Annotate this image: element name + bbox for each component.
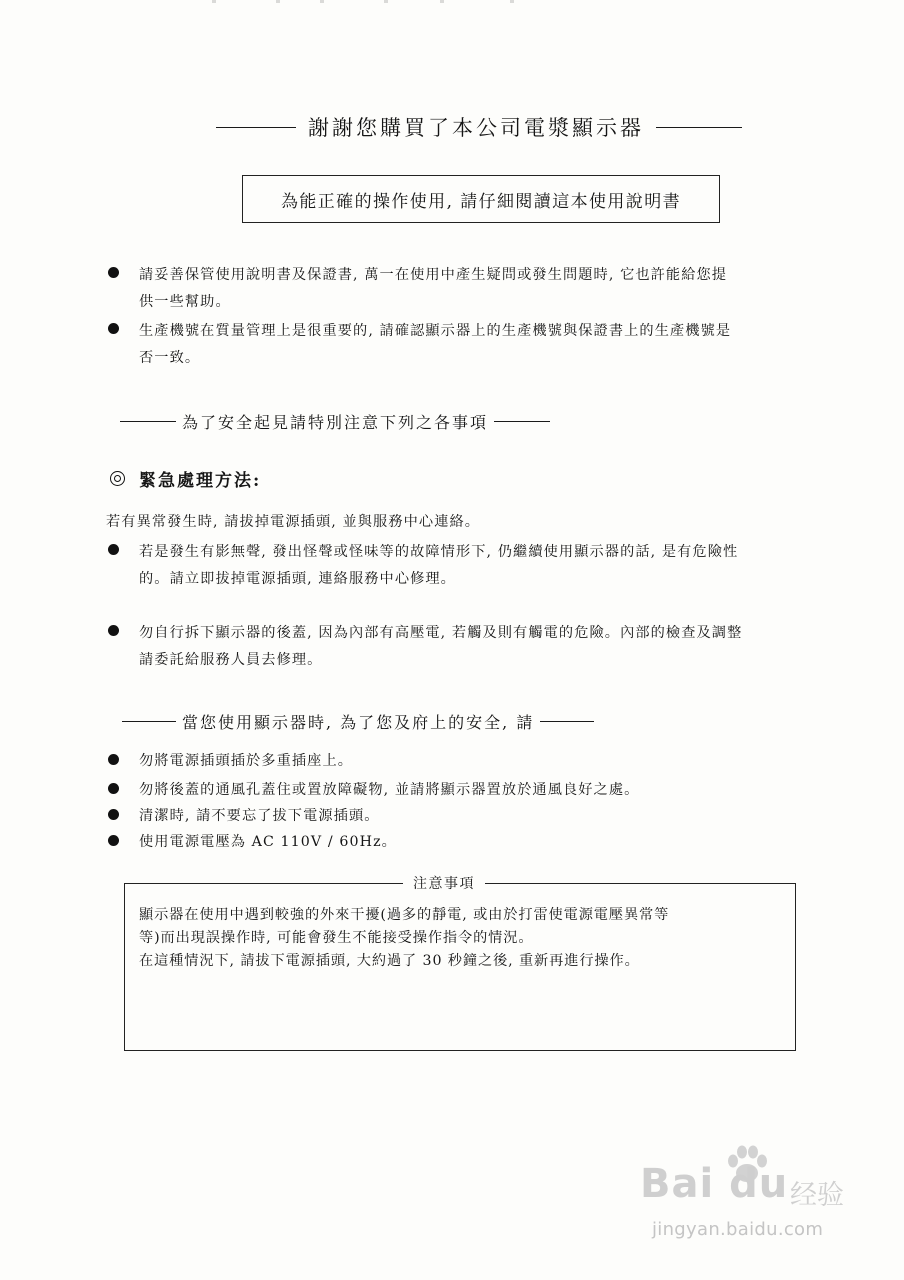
intro-bullet-1-line2: 供一些幫助。 (139, 294, 231, 310)
intro-bullet-text (139, 318, 731, 372)
notes-title: 注意事項 (403, 873, 485, 893)
notes-line2: 等)而出現誤操作時, 可能會發生不能接受操作指令的情況。 (139, 930, 534, 946)
emergency-bullet-text (139, 620, 742, 674)
watermark-url: jingyan.baidu.com (652, 1219, 824, 1240)
emergency-bullet-1-line2: 的。請立即拔掉電源插頭, 連絡服務中心修理。 (139, 571, 456, 587)
usage-bullet-text: 使用電源電壓為 AC 110V / 60Hz。 (139, 834, 397, 850)
usage-rule-right (540, 721, 594, 722)
bullet-dot (108, 783, 119, 794)
scan-artifact (440, 0, 444, 3)
emergency-bullet-1-line1: 若是發生有影無聲, 發出怪聲或怪味等的故障情形下, 仍繼續使用顯示器的話, 是有危險性 (139, 544, 739, 560)
intro-bullet-1-line1: 請妥善保管使用說明書及保證書, 萬一在使用中產生疑問或發生問題時, 它也許能給您提 (139, 267, 728, 283)
emergency-bullet-2-line1: 勿自行拆下顯示器的後蓋, 因為內部有高壓電, 若觸及則有觸電的危險。內部的檢查及調整 (139, 625, 743, 641)
bullet-dot (108, 544, 119, 555)
bullet-dot (108, 323, 119, 334)
usage-bullet-text: 勿將後蓋的通風孔蓋住或置放障礙物, 並請將顯示器置放於通風良好之處。 (139, 782, 640, 798)
watermark-brand: Bai du (640, 1161, 789, 1207)
intro-bullet-1 (108, 262, 727, 316)
scan-artifact (276, 0, 280, 3)
emergency-bullet-text (139, 539, 738, 593)
bullet-dot (108, 754, 119, 765)
title-text: 謝謝您購買了本公司電漿顯示器 (308, 116, 644, 140)
notes-text (139, 904, 779, 973)
title-rule-right (656, 127, 742, 128)
emergency-lead: 若有異常發生時, 請拔掉電源插頭, 並與服務中心連絡。 (106, 514, 481, 530)
notes-line3: 在這種情況下, 請拔下電源插頭, 大約過了 30 秒鐘之後, 重新再進行操作。 (139, 953, 640, 969)
scan-artifact (320, 0, 324, 3)
usage-bullet-4 (108, 832, 397, 852)
bullet-dot (108, 267, 119, 278)
safety-heading-text: 為了安全起見請特別注意下列之各事項 (182, 413, 489, 432)
usage-heading (122, 710, 594, 733)
usage-bullet-1 (108, 751, 353, 771)
bullet-dot (108, 625, 119, 636)
notes-box (124, 876, 796, 1051)
intro-bullet-2 (108, 318, 731, 372)
baidu-watermark (640, 1143, 880, 1253)
bullet-dot (108, 835, 119, 846)
double-circle-icon (110, 471, 125, 486)
scan-artifact (510, 0, 514, 3)
emergency-bullet-2-line2: 請委託給服務人員去修理。 (139, 652, 323, 668)
intro-bullet-2-line1: 生產機號在質量管理上是很重要的, 請確認顯示器上的生產機號與保證書上的生產機號是 (139, 323, 732, 339)
bullet-dot (108, 809, 119, 820)
scan-artifact (384, 0, 388, 3)
usage-bullet-2 (108, 780, 639, 800)
safety-rule-left (120, 421, 176, 422)
usage-bullet-3 (108, 806, 380, 826)
usage-bullet-text: 清潔時, 請不要忘了拔下電源插頭。 (139, 808, 380, 824)
usage-heading-text: 當您使用顯示器時, 為了您及府上的安全, 請 (182, 713, 535, 732)
safety-heading (120, 410, 550, 433)
usage-bullet-text: 勿將電源插頭插於多重插座上。 (139, 753, 354, 769)
watermark-suffix: 经验 (790, 1180, 844, 1211)
emergency-label-text: 緊急處理方法: (139, 471, 262, 491)
read-manual-notice: 為能正確的操作使用, 請仔細閱讀這本使用說明書 (242, 175, 720, 223)
page-title (216, 112, 742, 142)
title-rule-left (216, 127, 296, 128)
safety-rule-right (494, 421, 550, 422)
emergency-bullet-1 (108, 539, 738, 593)
emergency-label (110, 466, 261, 491)
notes-line1: 顯示器在使用中遇到較強的外來干擾(過多的靜電, 或由於打雷使電源電壓異常等 (139, 907, 670, 923)
usage-rule-left (122, 721, 176, 722)
intro-bullet-2-line2: 否一致。 (139, 350, 201, 366)
scan-artifact (212, 0, 216, 3)
emergency-bullet-2 (108, 620, 742, 674)
intro-bullet-text (139, 262, 727, 316)
